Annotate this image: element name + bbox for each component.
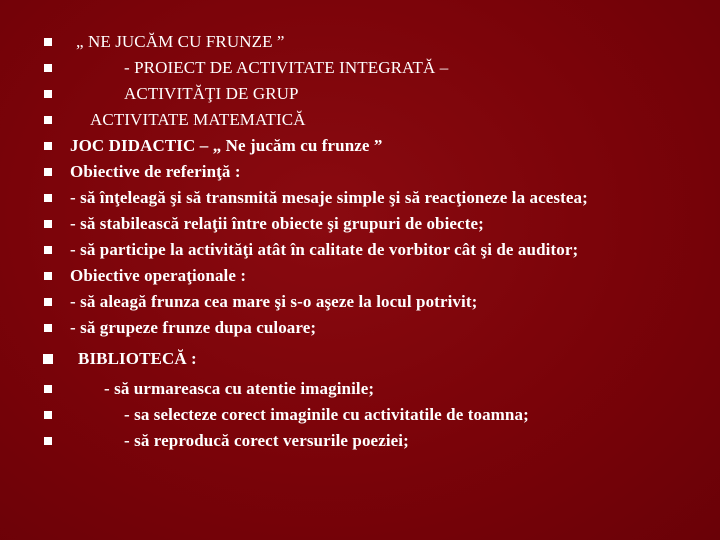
square-bullet-icon — [44, 194, 52, 202]
objective-line: - să înţeleagă şi să transmită mesaje simple şi să reacţioneze la acestea; — [70, 188, 588, 207]
reference-objectives-heading: Obiective de referinţă : — [70, 162, 241, 181]
square-bullet-icon — [44, 220, 52, 228]
slide-title-line: „ NE JUCĂM CU FRUNZE ” — [76, 32, 285, 51]
math-activity-line: ACTIVITATE MATEMATICĂ — [90, 110, 306, 129]
group-activities-line: ACTIVITĂŢI DE GRUP — [124, 84, 299, 103]
square-bullet-icon — [44, 437, 52, 445]
didactic-game-line: JOC DIDACTIC – „ Ne jucăm cu frunze ” — [70, 136, 383, 155]
square-bullet-icon — [44, 90, 52, 98]
list-item — [0, 160, 720, 184]
objective-line: - să urmareasca cu atentie imaginile; — [104, 379, 375, 398]
list-item — [0, 134, 720, 158]
square-bullet-icon — [44, 411, 52, 419]
square-bullet-icon — [44, 168, 52, 176]
project-subtitle-line: - PROIECT DE ACTIVITATE INTEGRATĂ – — [124, 58, 449, 77]
operational-objectives-heading: Obiective operaţionale : — [70, 266, 247, 285]
list-item — [0, 238, 720, 262]
list-item — [0, 30, 720, 54]
list-item — [0, 290, 720, 314]
objective-line: - să stabilească relaţii între obiecte şi grupuri de obiecte; — [70, 214, 484, 233]
library-heading: BIBLIOTECĂ : — [78, 349, 197, 368]
list-item — [0, 56, 720, 80]
list-item — [0, 186, 720, 210]
square-bullet-icon — [44, 298, 52, 306]
objective-line: - să reproducă corect versurile poeziei; — [124, 431, 409, 450]
square-bullet-icon — [44, 64, 52, 72]
square-bullet-icon — [44, 324, 52, 332]
square-bullet-icon — [44, 116, 52, 124]
list-item — [0, 347, 720, 371]
objective-line: - să participe la activităţi atât în calitate de vorbitor cât şi de auditor; — [70, 240, 579, 259]
list-item — [0, 429, 720, 453]
square-bullet-icon — [44, 272, 52, 280]
list-item — [0, 316, 720, 340]
square-bullet-icon — [43, 354, 53, 364]
square-bullet-icon — [44, 385, 52, 393]
objective-line: - să grupeze frunze dupa culoare; — [70, 318, 317, 337]
list-item — [0, 403, 720, 427]
square-bullet-icon — [44, 38, 52, 46]
list-item — [0, 108, 720, 132]
list-item — [0, 377, 720, 401]
objective-line: - sa selecteze corect imaginile cu activitatile de toamna; — [124, 405, 529, 424]
list-item — [0, 264, 720, 288]
list-item — [0, 212, 720, 236]
square-bullet-icon — [44, 246, 52, 254]
square-bullet-icon — [44, 142, 52, 150]
objective-line: - să aleagă frunza cea mare şi s-o aşeze la locul potrivit; — [70, 292, 478, 311]
list-item — [0, 82, 720, 106]
